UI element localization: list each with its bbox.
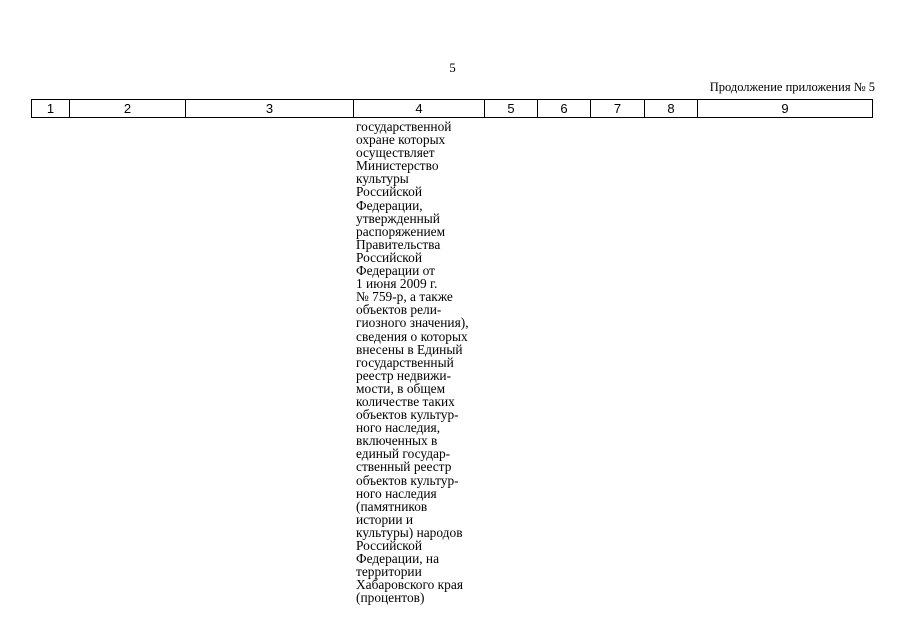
column-header-8: 8 [645,100,698,117]
column-header-5: 5 [485,100,538,117]
column-header-1: 1 [32,100,70,117]
column-header-3: 3 [186,100,354,117]
appendix-continuation-note: Продолжение приложения № 5 [709,80,875,94]
column-header-9: 9 [781,101,789,116]
column-header-7: 7 [591,100,645,117]
table-cell-column-4: государственной охране которых осуществляет Министерство культуры Российской Федерации, утвержденный распоряжением Правительства Российской Федерации от 1 июня 2009 г. № 759-р, а также объектов рели- гиозного значения), сведения о которых внесены в Единый государственный реестр недвижи- мости, в общем количестве таких объектов культур- ного наследия, включенных в единый государ- ственный реестр объектов культур- ного наследия (памятников истории и культуры) народов Российской Федерации, на территории Хабаровского края (процентов) [356,119,469,606]
column-header-2: 2 [70,100,186,117]
column-header-4: 4 [354,100,485,117]
table-header-row [31,99,873,118]
page-number: 5 [449,60,456,75]
column-header-6: 6 [538,100,591,117]
